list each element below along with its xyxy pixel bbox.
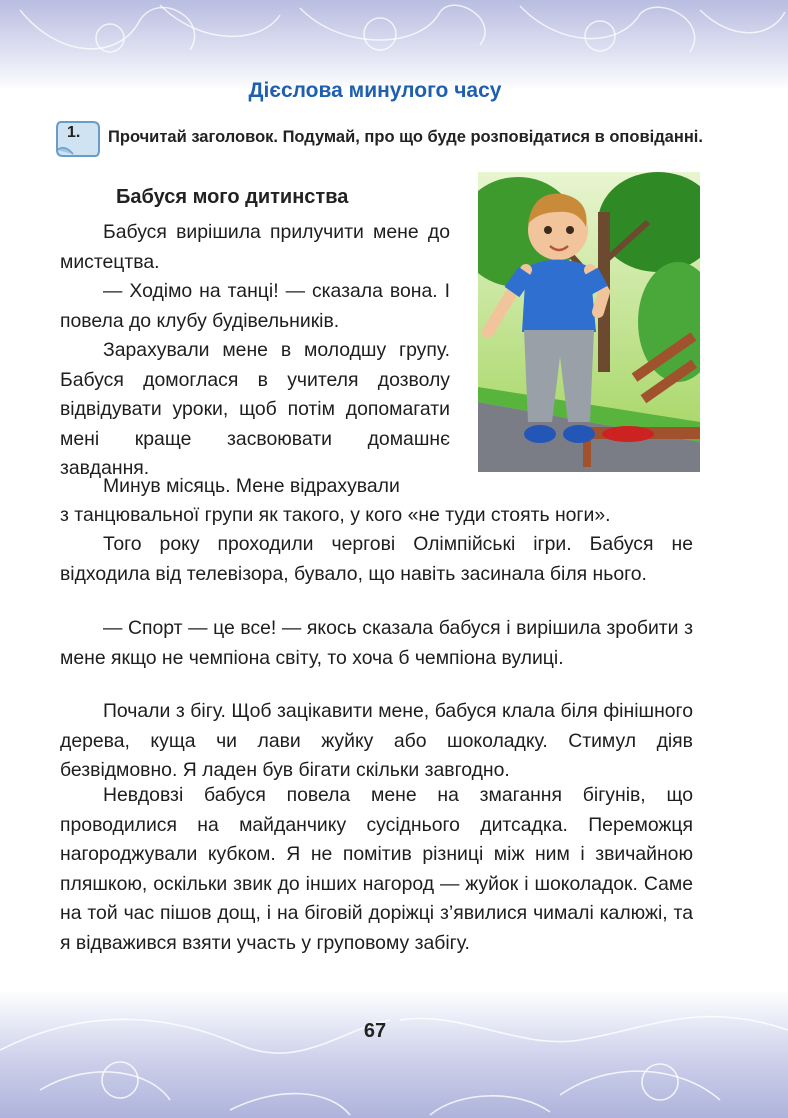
paragraph-4-start: Минув місяць. Мене відрахували bbox=[103, 475, 400, 497]
paragraph-3: Зарахували мене в молодшу групу. Бабуся домоглася в учителя дозволу відвідувати уроки, щоб потім допомагати мені краще засвоювати домашнє завдання. bbox=[60, 339, 450, 479]
story-title: Бабуся мого дитинства bbox=[116, 186, 349, 208]
bottom-ornament bbox=[0, 990, 788, 1118]
paragraph-4-continuation: з танцювальної групи як такого, у кого «не туди стоять ноги». bbox=[60, 504, 611, 526]
paragraph-8: Невдовзі бабуся повела мене на змагання бігунів, що проводилися на майданчику сусіднього дитсадка. Переможця нагороджували кубком. Я не помітив різниці між ним і звичайною пляшкою, оскільки звик до інших нагород — жуйок і шоколадок. Саме на той час пішов дощ, і на біговій доріжці з’явилися чималі калюжі, та я відважився взяти участь у груповому забігу. bbox=[60, 784, 693, 954]
page-number: 67 bbox=[363, 1020, 387, 1042]
lesson-title: Дієслова минулого часу bbox=[248, 79, 502, 102]
paragraph-5: Того року проходили чергові Олімпійські ігри. Бабуся не відходила від телевізора, бувало, що навіть засинала біля нього. bbox=[60, 533, 693, 585]
paragraph-7: Почали з бігу. Щоб зацікавити мене, бабуся клала біля фінішного дерева, куща чи лави жуйку або шоколадку. Стимул діяв безвідмовно. Я ладен був бігати скільки завгодно. bbox=[60, 700, 693, 781]
top-swirl-decoration bbox=[0, 0, 788, 90]
boy-running-in-park-illustration bbox=[478, 172, 700, 472]
paragraph-1: Бабуся вирішила прилучити мене до мистецтва. bbox=[60, 221, 450, 273]
top-ornament bbox=[0, 0, 788, 90]
bottom-swirl-decoration bbox=[0, 990, 788, 1118]
task-number: 1. bbox=[67, 124, 81, 141]
paragraph-2: — Ходімо на танці! — сказала вона. І повела до клубу будівельників. bbox=[60, 280, 450, 332]
task-instruction: Прочитай заголовок. Подумай, про що буде розповідатися в оповіданні. bbox=[108, 128, 703, 146]
paragraph-6: — Спорт — це все! — якось сказала бабуся і вирішила зробити з мене якщо не чемпіона світу, то хоча б чемпіона вулиці. bbox=[60, 617, 693, 669]
